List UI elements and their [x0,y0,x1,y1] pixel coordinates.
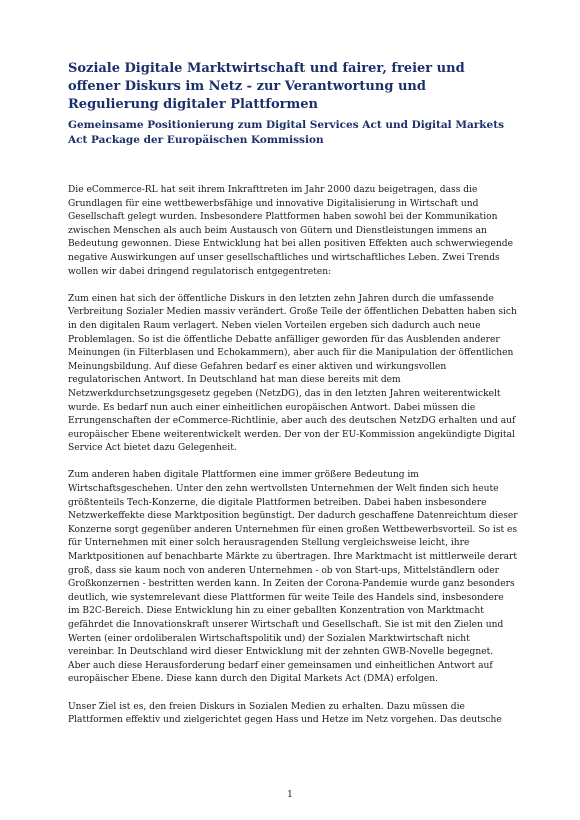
paragraph: Zum anderen haben digitale Plattformen eine immer größere Bedeutung im Wirtschaftsgeschehen. Unter den zehn wertvollsten Unternehmen der Welt finden sich heute größtenteils Tech-Konzerne, die digitale Plattformen betreiben. Dabei haben insbesondere Netzwerkeffekte diese Marktposition begünstigt. Der dadurch geschaffene Datenreichtum dieser Konzerne sorgt gegenüber anderen Unternehmen für einen großen Wettbewerbsvorteil. So ist es für Unternehmen mit einer solch herausragenden Stellung vergleichsweise leicht, ihre Marktpositionen auf benachbarte Märkte zu übertragen. Ihre Marktmacht ist mittlerweile derart groß, dass sie kaum noch von anderen Unternehmen - ob von Start-ups, Mittelständlern oder Großkonzernen - bestritten werden kann. In Zeiten der Corona-Pandemie wurde ganz besonders deutlich, wie systemrelevant diese Plattformen für weite Teile des Handels sind, insbesondere im B2C-Bereich. Diese Entwicklung hin zu einer geballten Konzentration von Marktmacht gefährdet die Innovationskraft unserer Wirtschaft und Gesellschaft. Sie ist mit den Zielen und Werten (einer ordoliberalen Wirtschaftspolitik und) der Sozialen Marktwirtschaft nicht vereinbar. In Deutschland wird dieser Entwicklung mit der zehnten GWB-Novelle begegnet. Aber auch diese Herausforderung bedarf einer gemeinsamen und einheitlichen Antwort auf europäischer Ebene. Diese kann durch den Digital Markets Act (DMA) erfolgen. [68,470,518,685]
paragraph: Zum einen hat sich der öffentliche Diskurs in den letzten zehn Jahren durch die umfassende Verbreitung Sozialer Medien massiv verändert. Große Teile der öffentlichen Debatten haben sich in den digitalen Raum verlagert. Neben vielen Vorteilen ergeben sich dadurch auch neue Problemlagen. So ist die öffentliche Debatte anfälliger geworden für das Ausblenden anderer Meinungen (in Filterblasen und Echokammern), aber auch für die Manipulation der öffentlichen Meinungsbildung. Auf diese Gefahren bedarf es einer aktiven und wirkungsvollen regulatorischen Antwort. In Deutschland hat man diese bereits mit dem Netzwerkdurchsetzungsgesetz gegeben (NetzDG), das in den letzten Jahren weiterentwickelt wurde. Es bedarf nun auch einer einheitlichen europäischen Antwort. Dabei müssen die Errungenschaften der eCommerce-Richtlinie, aber auch des deutschen NetzDG erhalten und auf europäischer Ebene weiterentwickelt werden. Der von der EU-Kommission angekündigte Digital Service Act bietet dazu Gelegenheit. [68,293,517,454]
document-title: Soziale Digitale Marktwirtschaft und fairer, freier und offener Diskurs im Netz - zur Verantwortung und Regulierung digitaler Plattformen [68,61,465,112]
page-number: 1 [287,790,293,800]
document-body [68,184,518,741]
paragraph: Unser Ziel ist es, den freien Diskurs in Sozialen Medien zu erhalten. Dazu müssen die Plattformen effektiv und zielgerichtet gegen Hass und Hetze im Netz vorgehen. Das deutsche [68,701,502,726]
paragraph: Die eCommerce-RL hat seit ihrem Inkrafttreten im Jahr 2000 dazu beigetragen, dass die Grundlagen für eine wettbewerbsfähige und innovative Digitalisierung in Wirtschaft und Gesellschaft gelegt wurden. Insbesondere Plattformen haben sowohl bei der Kommunikation zwischen Menschen als auch beim Austausch von Gütern und Dienstleistungen immens an Bedeutung gewonnen. Diese Entwicklung hat bei allen positiven Effekten auch schwerwiegende negative Auswirkungen auf unser gesellschaftliches und wirtschaftliches Leben. Zwei Trends wollen wir dabei dringend regulatorisch entgegentreten: [68,185,513,277]
document-subtitle: Gemeinsame Positionierung zum Digital Services Act und Digital Markets Act Package der Europäischen Kommission [68,119,505,146]
